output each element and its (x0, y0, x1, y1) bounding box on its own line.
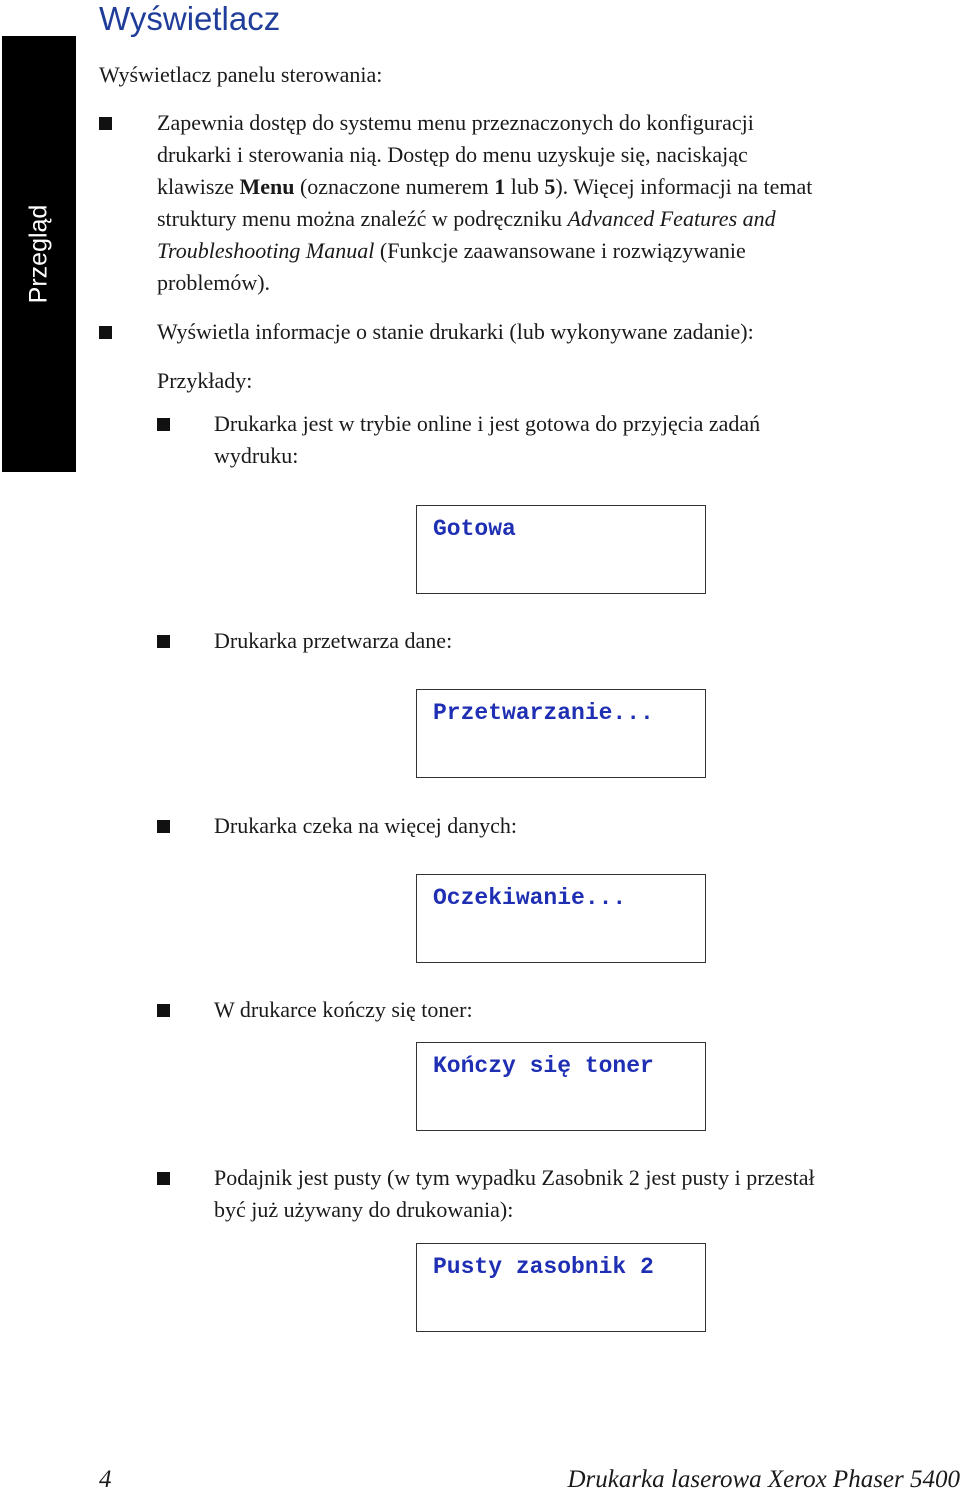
intro-text: Wyświetlacz panelu sterowania: (99, 62, 383, 87)
example-5-text: Podajnik jest pusty (w tym wypadku Zasobnik 2 jest pusty i przestał być już używany do drukowania): (214, 1165, 815, 1222)
bullet-square-icon (157, 1004, 170, 1017)
lcd-display-waiting (416, 874, 706, 963)
lcd-message: Przetwarzanie... (433, 700, 654, 726)
bullet-1-line-6: problemów). (157, 270, 271, 295)
bullet-square-icon (99, 117, 112, 130)
lcd-display-tray-empty (416, 1243, 706, 1332)
bullet-1-line-1: Zapewnia dostęp do systemu menu przeznaczonych do konfiguracji (157, 110, 754, 135)
manual-title: Advanced Features and (567, 206, 776, 231)
bullet-1-line-3: klawisze Menu (oznaczone numerem 1 lub 5). Więcej informacji na temat (157, 174, 813, 199)
bullet-square-icon (157, 635, 170, 648)
bullet-1-line-5: Troubleshooting Manual (Funkcje zaawansowane i rozwiązywanie (157, 238, 746, 263)
lcd-display-toner-low (416, 1042, 706, 1131)
bullet-square-icon (99, 326, 112, 339)
page-number: 4 (99, 1466, 112, 1493)
lcd-message: Oczekiwanie... (433, 885, 627, 911)
menu-key-label: Menu (239, 174, 295, 199)
examples-label: Przykłady: (157, 368, 253, 393)
bullet-square-icon (157, 820, 170, 833)
bullet-1-line-4: struktury menu można znaleźć w podręczniku Advanced Features and (157, 206, 776, 231)
bullet-square-icon (157, 1172, 170, 1185)
lcd-message: Pusty zasobnik 2 (433, 1254, 654, 1280)
page-title: Wyświetlacz (99, 0, 281, 37)
example-2-text: Drukarka przetwarza dane: (214, 628, 453, 653)
bullet-1-line-2: drukarki i sterowania nią. Dostęp do menu uzyskuje się, naciskając (157, 142, 748, 167)
example-1-text: Drukarka jest w trybie online i jest gotowa do przyjęcia zadań wydruku: (214, 411, 761, 468)
lcd-display-processing (416, 689, 706, 778)
lcd-display-ready (416, 505, 706, 594)
lcd-message: Kończy się toner (433, 1053, 654, 1079)
bullet-1-text (157, 107, 812, 299)
bullet-2-text: Wyświetla informacje o stanie drukarki (lub wykonywane zadanie): (157, 319, 754, 344)
section-tab-label: Przegląd (24, 204, 53, 304)
example-3-text: Drukarka czeka na więcej danych: (214, 813, 517, 838)
section-tab (2, 36, 76, 472)
example-4-text: W drukarce kończy się toner: (214, 997, 473, 1022)
bullet-square-icon (157, 418, 170, 431)
footer-doc-title: Drukarka laserowa Xerox Phaser 5400 (567, 1466, 960, 1493)
lcd-message: Gotowa (433, 516, 516, 542)
